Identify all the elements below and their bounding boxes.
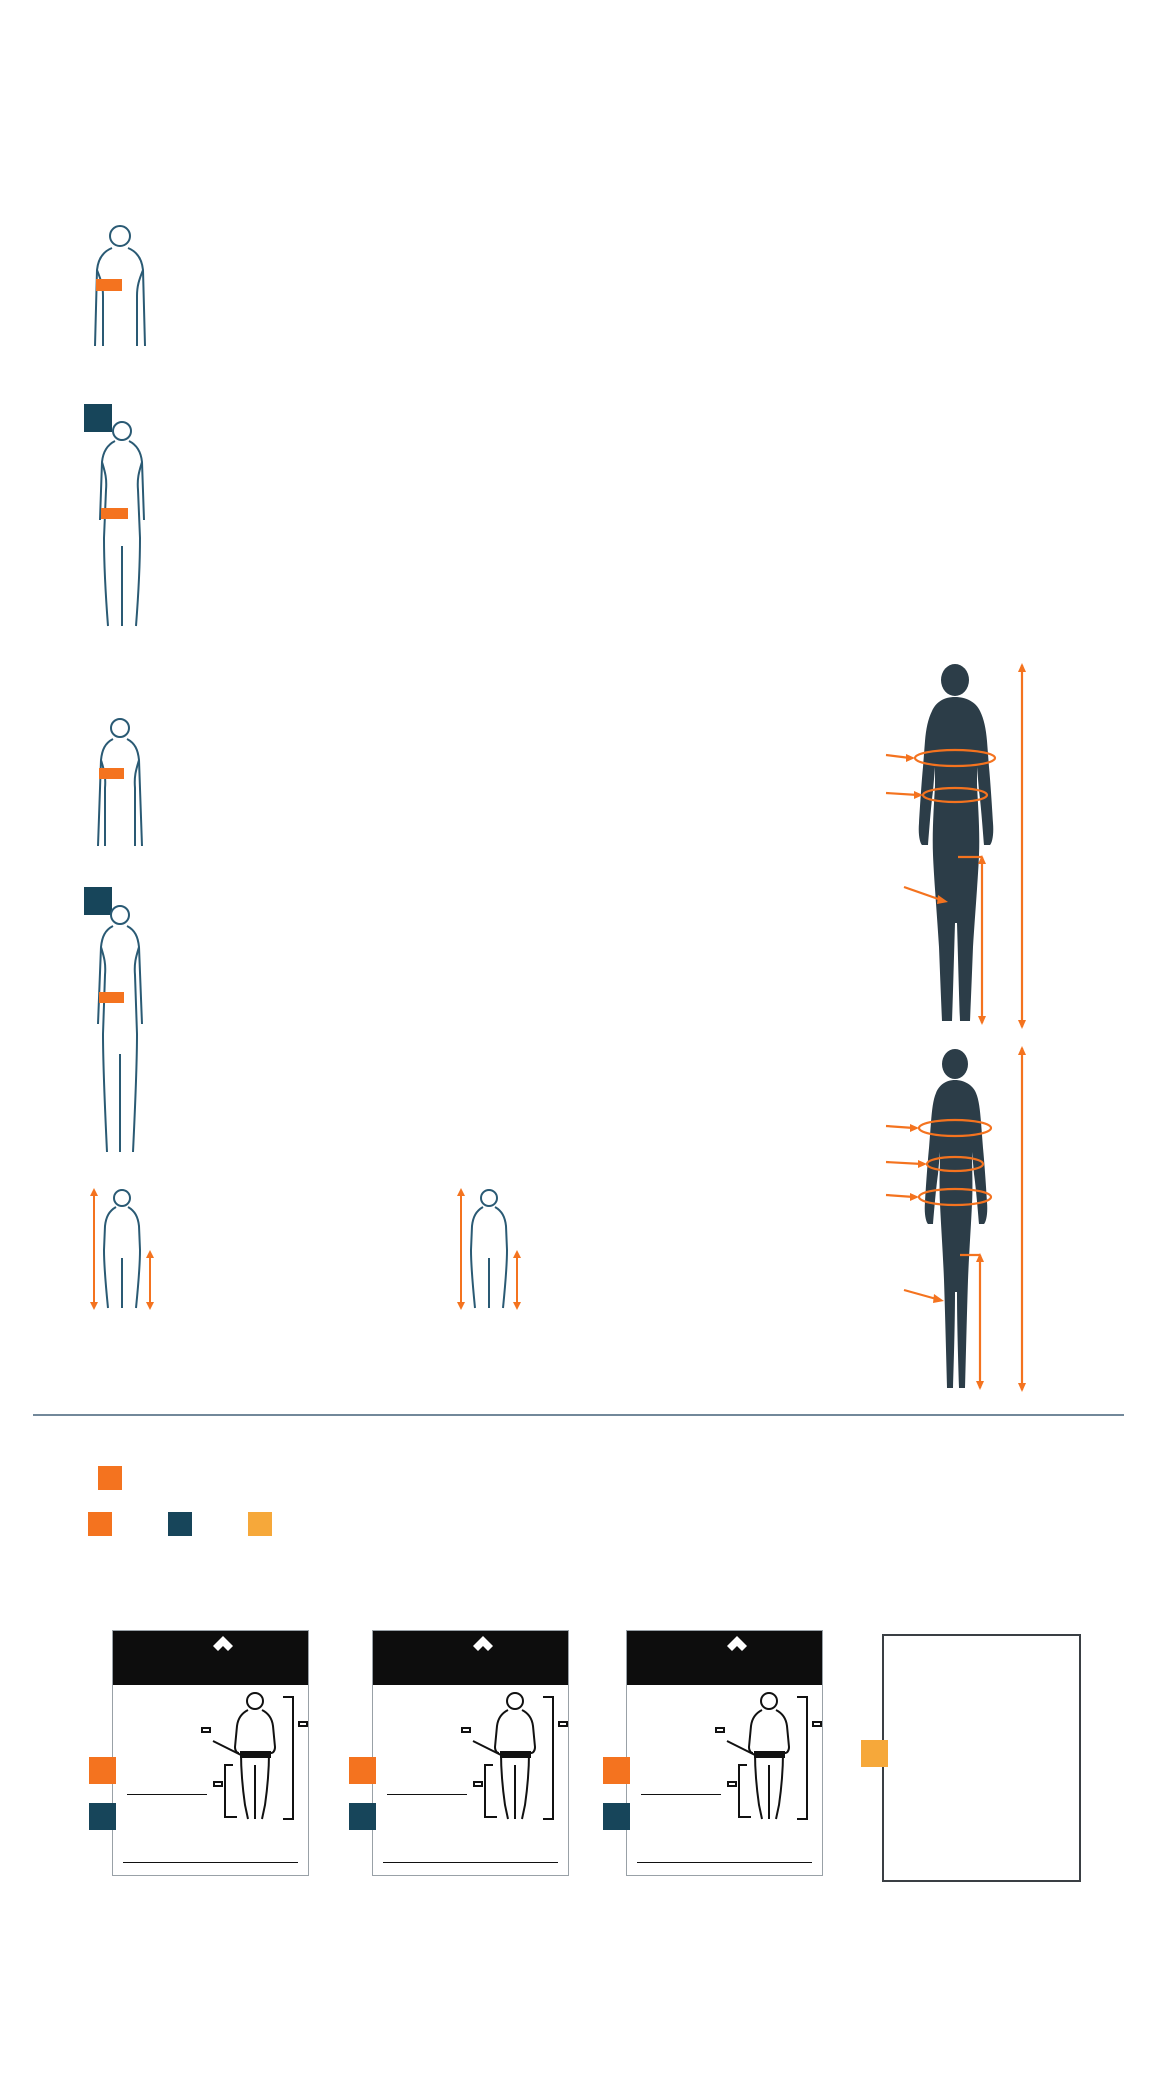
section-womens-chest: [88, 684, 834, 692]
womens-waist-figure-icon: [92, 904, 152, 1154]
badge-a: [88, 1512, 112, 1536]
label-figure: [717, 1689, 820, 1827]
man-measurement-figure: [840, 655, 1157, 1045]
size-label-regular: [372, 1608, 569, 1876]
qr-code: [926, 1650, 1038, 1762]
previous-size-text: [127, 1794, 207, 1798]
portwest-logo: [113, 1631, 308, 1685]
qr-card: [882, 1634, 1081, 1882]
badge-b: [168, 1512, 192, 1536]
badge-a: [98, 1466, 122, 1490]
badge-b: [89, 1803, 116, 1830]
woman-measurement-figure: [840, 1040, 1157, 1398]
portwest-logo: [373, 1631, 568, 1685]
previous-size-text: [641, 1794, 721, 1798]
section-divider: [33, 1414, 1124, 1416]
badge-c: [861, 1740, 888, 1767]
section-womens-waist: [88, 852, 834, 901]
height-range-box: [812, 1721, 822, 1727]
badge-b: [84, 404, 112, 432]
badge-b: [349, 1803, 376, 1830]
section-womens-body-height: [455, 1158, 789, 1166]
waist-range-box: [715, 1727, 725, 1733]
portwest-logo: [627, 1631, 822, 1685]
update-intro: [88, 1466, 1128, 1490]
badge-b: [84, 887, 112, 915]
height-range-box: [558, 1721, 568, 1727]
legend-row: [88, 1512, 1128, 1536]
stars-marker: [112, 1608, 309, 1630]
mens-waist-figure-icon: [92, 420, 154, 628]
height-range-box: [298, 1721, 308, 1727]
badge-c: [248, 1512, 272, 1536]
man-silhouette-icon: [840, 655, 1157, 1035]
badge-a: [349, 1757, 376, 1784]
size-label-short: [112, 1608, 309, 1876]
label-person-icon: [463, 1689, 566, 1827]
waist-range-box: [461, 1727, 471, 1733]
stars-marker: [372, 1608, 569, 1630]
portwest-diamond-icon: [212, 1636, 234, 1652]
size-label-tall: [626, 1608, 823, 1876]
badge-b: [603, 1803, 630, 1830]
title-block: [88, 84, 1068, 92]
portwest-diamond-icon: [726, 1636, 748, 1652]
mens-body-height-figure-icon: [88, 1188, 158, 1310]
section-mens-waist: [88, 368, 1150, 418]
womens-chest-figure-icon: [92, 716, 152, 848]
section-mens-body-height: [88, 1158, 427, 1166]
footer-statement: [0, 1888, 1157, 1894]
section-size-label-update: [88, 1452, 1128, 1536]
leg-length-box: [727, 1781, 737, 1787]
label-person-icon: [717, 1689, 820, 1827]
label-figure: [463, 1689, 566, 1827]
leg-length-box: [213, 1781, 223, 1787]
mens-waist-update-note: [318, 364, 1148, 386]
stars-marker: [626, 1608, 823, 1630]
portwest-diamond-icon: [472, 1636, 494, 1652]
label-figure: [203, 1689, 306, 1827]
labels-row: [0, 1608, 1157, 1888]
woman-silhouette-icon: [840, 1040, 1157, 1395]
womens-body-height-figure-icon: [455, 1188, 525, 1310]
section-mens-chest: [88, 192, 1150, 199]
label-person-icon: [203, 1689, 306, 1827]
badge-a: [89, 1757, 116, 1784]
waist-range-box: [201, 1727, 211, 1733]
badge-a: [603, 1757, 630, 1784]
mens-chest-figure-icon: [90, 222, 154, 348]
leg-length-box: [473, 1781, 483, 1787]
previous-size-text: [387, 1794, 467, 1798]
